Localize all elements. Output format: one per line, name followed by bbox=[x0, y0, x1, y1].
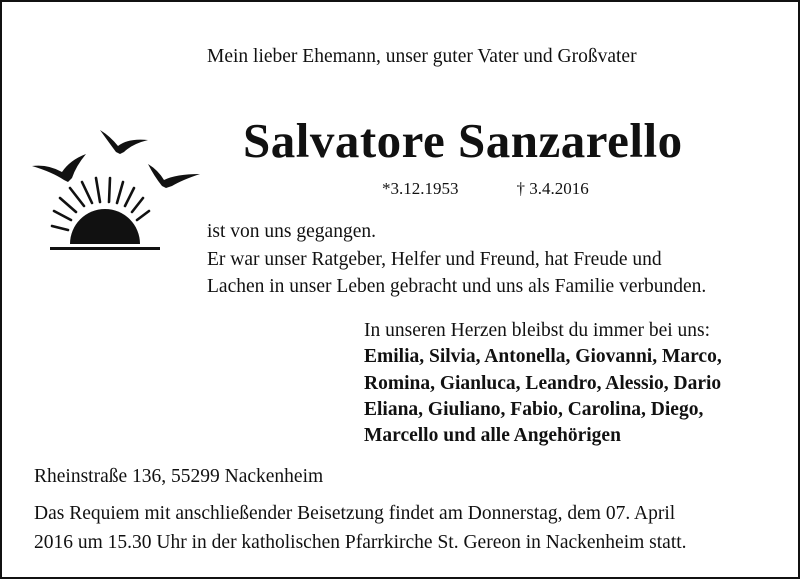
family-intro: In unseren Herzen bleibst du immer bei uns: bbox=[364, 320, 711, 341]
notice-line: 2016 um 15.30 Uhr in der katholischen Pfarrkirche St. Gereon in Nackenheim statt. bbox=[34, 532, 687, 553]
family-names-line: Marcello und alle Angehörigen bbox=[364, 425, 621, 447]
deceased-name: Salvatore Sanzarello bbox=[243, 113, 683, 168]
sunset-with-birds-icon bbox=[30, 122, 210, 262]
horizon-line bbox=[50, 247, 160, 250]
family-section bbox=[364, 318, 722, 449]
family-names-line: Romina, Gianluca, Leandro, Alessio, Dario bbox=[364, 372, 722, 394]
death-date: † 3.4.2016 bbox=[516, 179, 589, 198]
funeral-notice bbox=[34, 499, 687, 557]
address: Rheinstraße 136, 55299 Nackenheim bbox=[34, 466, 324, 487]
message-line: Er war unser Ratgeber, Helfer und Freund, hat Freude und bbox=[207, 248, 662, 270]
life-dates bbox=[382, 179, 589, 199]
bird-icon bbox=[148, 164, 200, 188]
message-line: Lachen in unser Leben gebracht und uns als Familie verbunden. bbox=[207, 276, 707, 297]
sun bbox=[70, 209, 140, 244]
bird-icon bbox=[32, 154, 86, 182]
family-names-line: Eliana, Giuliano, Fabio, Carolina, Diego, bbox=[364, 398, 704, 420]
intro-line: Mein lieber Ehemann, unser guter Vater und Großvater bbox=[207, 46, 637, 67]
message-line: ist von uns gegangen. bbox=[207, 221, 376, 242]
family-names-line: Emilia, Silvia, Antonella, Giovanni, Marco, bbox=[364, 346, 722, 368]
message-text bbox=[207, 218, 706, 301]
birds bbox=[32, 130, 200, 188]
birth-date: *3.12.1953 bbox=[382, 179, 459, 198]
notice-line: Das Requiem mit anschließender Beisetzung findet am Donnerstag, dem 07. April bbox=[34, 503, 676, 524]
bird-icon bbox=[100, 130, 148, 154]
